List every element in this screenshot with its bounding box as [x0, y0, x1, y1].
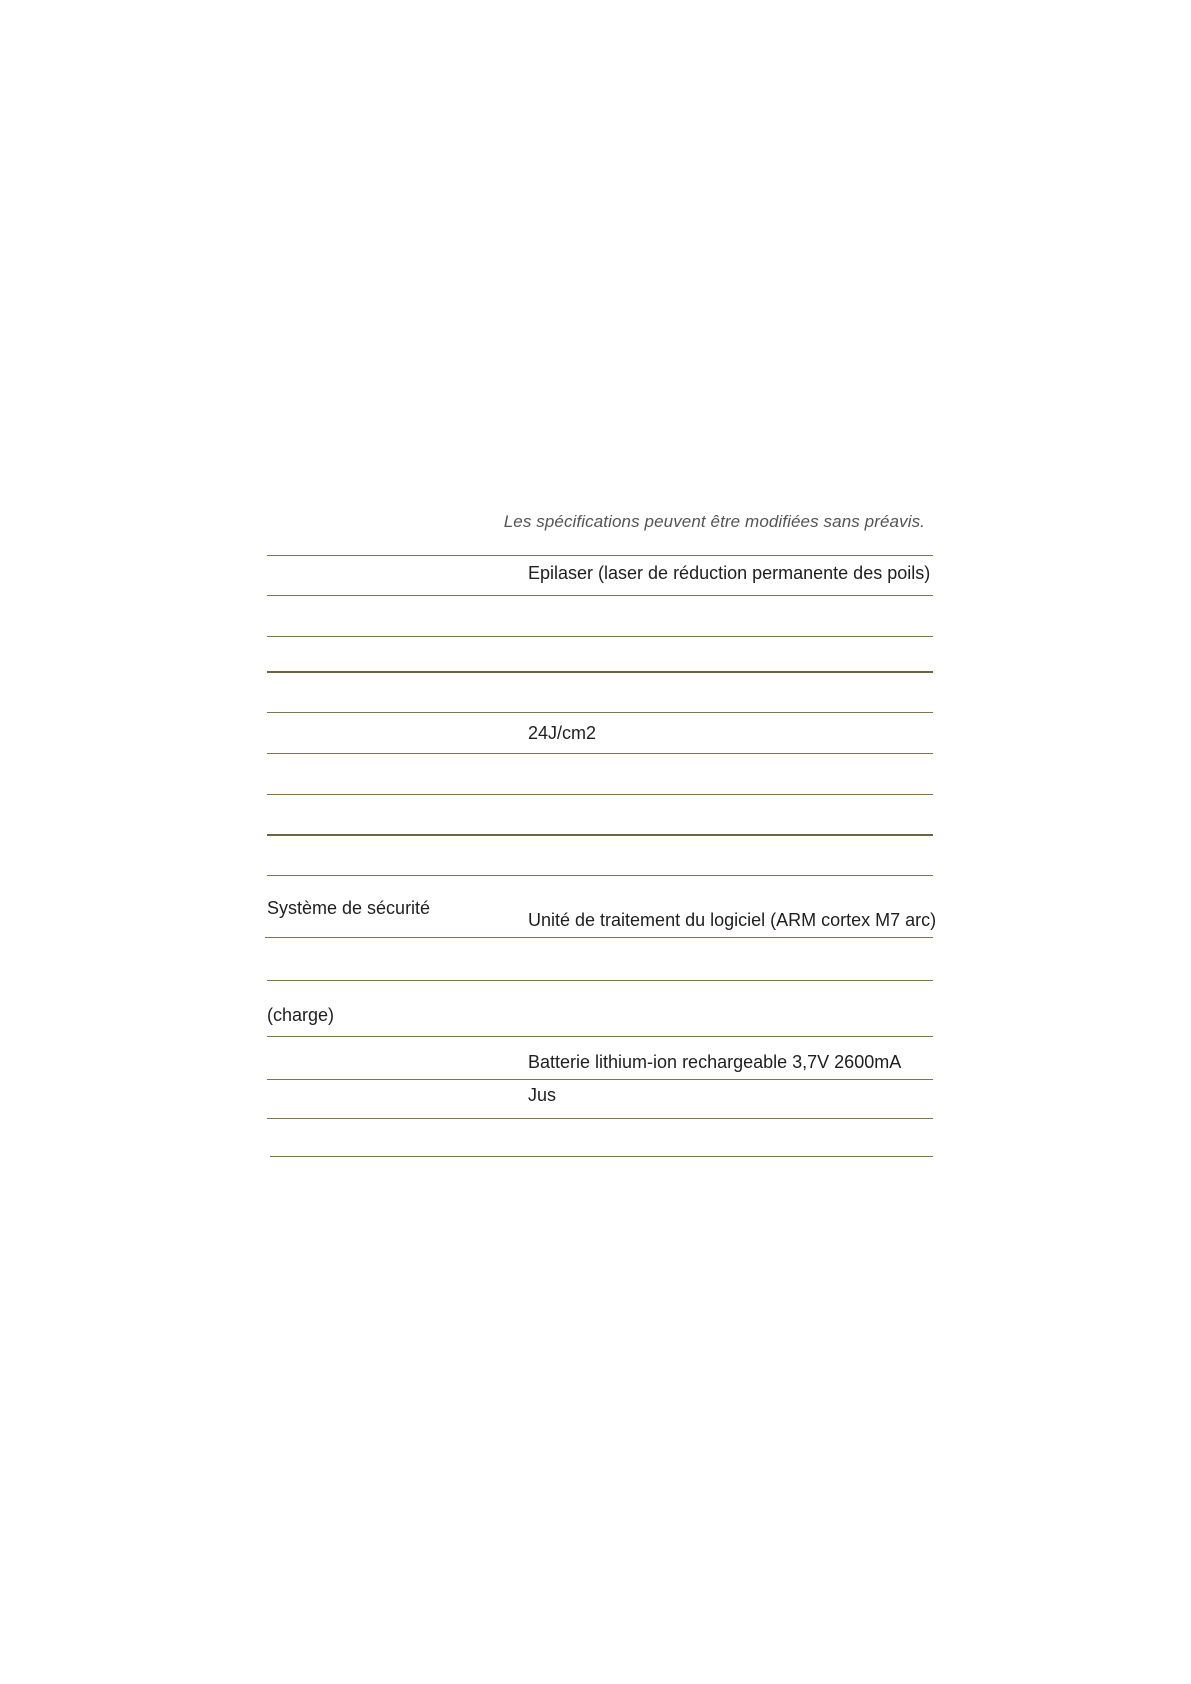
table-rule-thick: [267, 834, 933, 836]
duration-value: Jus: [528, 1085, 557, 1105]
charge-label: (charge): [267, 1005, 335, 1025]
table-rule: [267, 980, 933, 981]
device-type-value: Epilaser (laser de réduction permanente des poils): [528, 563, 931, 583]
table-rule-thick: [267, 671, 933, 673]
battery-value: Batterie lithium-ion rechargeable 3,7V 2600mA: [528, 1052, 902, 1072]
table-rule: [267, 1079, 933, 1080]
safety-system-label: Système de sécurité: [267, 898, 431, 918]
specification-note: Les spécifications peuvent être modifiées sans préavis.: [503, 512, 925, 531]
table-rule: [265, 937, 933, 938]
safety-system-value: Unité de traitement du logiciel (ARM cortex M7 arc): [528, 910, 937, 930]
table-rule: [267, 753, 933, 754]
energy-density-value: 24J/cm2: [528, 723, 597, 743]
table-rule: [267, 636, 933, 637]
table-rule: [267, 555, 933, 556]
table-rule: [267, 1036, 933, 1037]
table-rule: [267, 794, 933, 795]
table-rule: [267, 595, 933, 596]
table-rule: [267, 875, 933, 876]
table-rule: [267, 712, 933, 713]
table-rule: [267, 1118, 933, 1119]
table-rule: [270, 1156, 933, 1157]
